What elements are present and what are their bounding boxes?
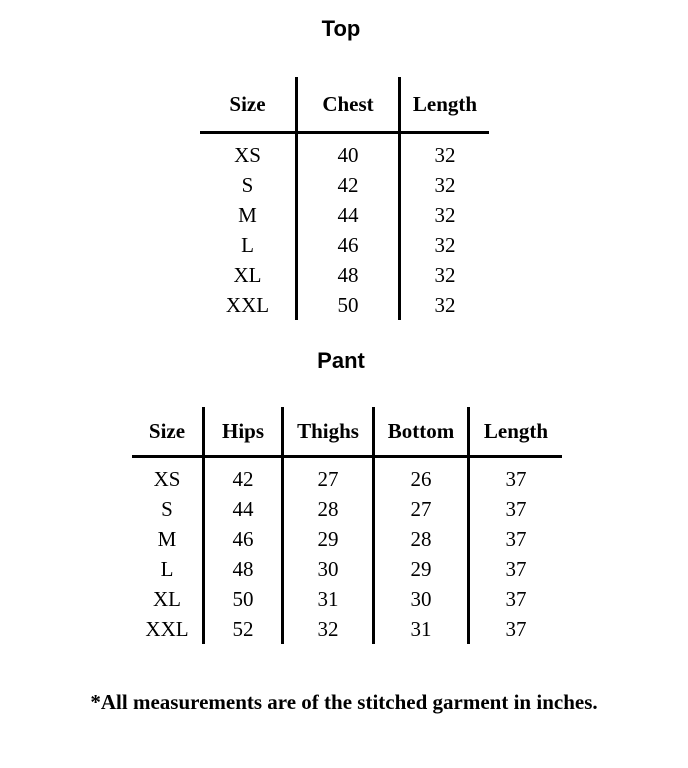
cell-chest: 46 [297,230,400,260]
cell-length: 37 [505,467,527,491]
table-row [200,290,489,320]
header-chest: Chest [297,77,400,133]
table-row [132,614,562,644]
header-length: Length [469,407,563,457]
cell-hips: 42 [204,457,283,495]
cell-length: 37 [505,497,527,521]
table-row [200,260,489,290]
cell-hips: 50 [204,584,283,614]
cell-length: 37 [505,617,527,641]
cell-bottom: 31 [374,614,469,644]
cell-hips: 52 [204,614,283,644]
cell-thighs: 30 [283,554,374,584]
cell-size: XS [132,457,204,495]
table-row [200,133,489,171]
table-row [200,170,489,200]
cell-size: S [200,170,297,200]
cell-thighs: 31 [283,584,374,614]
cell-size: XL [132,584,204,614]
cell-length: 32 [434,143,456,167]
table-row [132,494,562,524]
table-row [200,200,489,230]
cell-size: XXL [132,614,204,644]
cell-size: M [200,200,297,230]
cell-chest: 44 [297,200,400,230]
cell-size: M [132,524,204,554]
cell-length: 32 [434,293,456,317]
table-header-row [200,77,489,133]
cell-size: XXL [200,290,297,320]
cell-hips: 44 [204,494,283,524]
cell-bottom: 28 [374,524,469,554]
table-row [132,524,562,554]
table-header-row [132,407,562,457]
cell-chest: 50 [297,290,400,320]
cell-length: 37 [505,527,527,551]
cell-chest: 42 [297,170,400,200]
table-row [200,230,489,260]
cell-length: 37 [505,587,527,611]
top-section-title: Top [321,16,361,41]
cell-chest: 40 [297,133,400,171]
header-hips: Hips [204,407,283,457]
cell-thighs: 29 [283,524,374,554]
cell-size: XS [200,133,297,171]
cell-size: L [200,230,297,260]
header-size: Size [200,77,297,133]
cell-size: S [132,494,204,524]
table-row [132,584,562,614]
cell-thighs: 28 [283,494,374,524]
cell-bottom: 30 [374,584,469,614]
cell-size: XL [200,260,297,290]
top-size-table [200,77,489,320]
cell-thighs: 32 [283,614,374,644]
cell-chest: 48 [297,260,400,290]
measurement-footnote: *All measurements are of the stitched garment in inches. [90,690,598,714]
cell-hips: 48 [204,554,283,584]
cell-bottom: 26 [374,457,469,495]
cell-length: 32 [434,233,456,257]
header-size: Size [132,407,204,457]
cell-hips: 46 [204,524,283,554]
table-row [132,457,562,495]
pant-section-title: Pant [317,348,365,373]
table-row [132,554,562,584]
cell-length: 32 [434,203,456,227]
cell-length: 32 [434,173,456,197]
cell-bottom: 29 [374,554,469,584]
cell-size: L [132,554,204,584]
cell-bottom: 27 [374,494,469,524]
header-thighs: Thighs [283,407,374,457]
header-bottom: Bottom [374,407,469,457]
cell-length: 37 [505,557,527,581]
cell-thighs: 27 [283,457,374,495]
pant-size-table [132,407,562,644]
header-length: Length [400,77,490,133]
cell-length: 32 [434,263,456,287]
